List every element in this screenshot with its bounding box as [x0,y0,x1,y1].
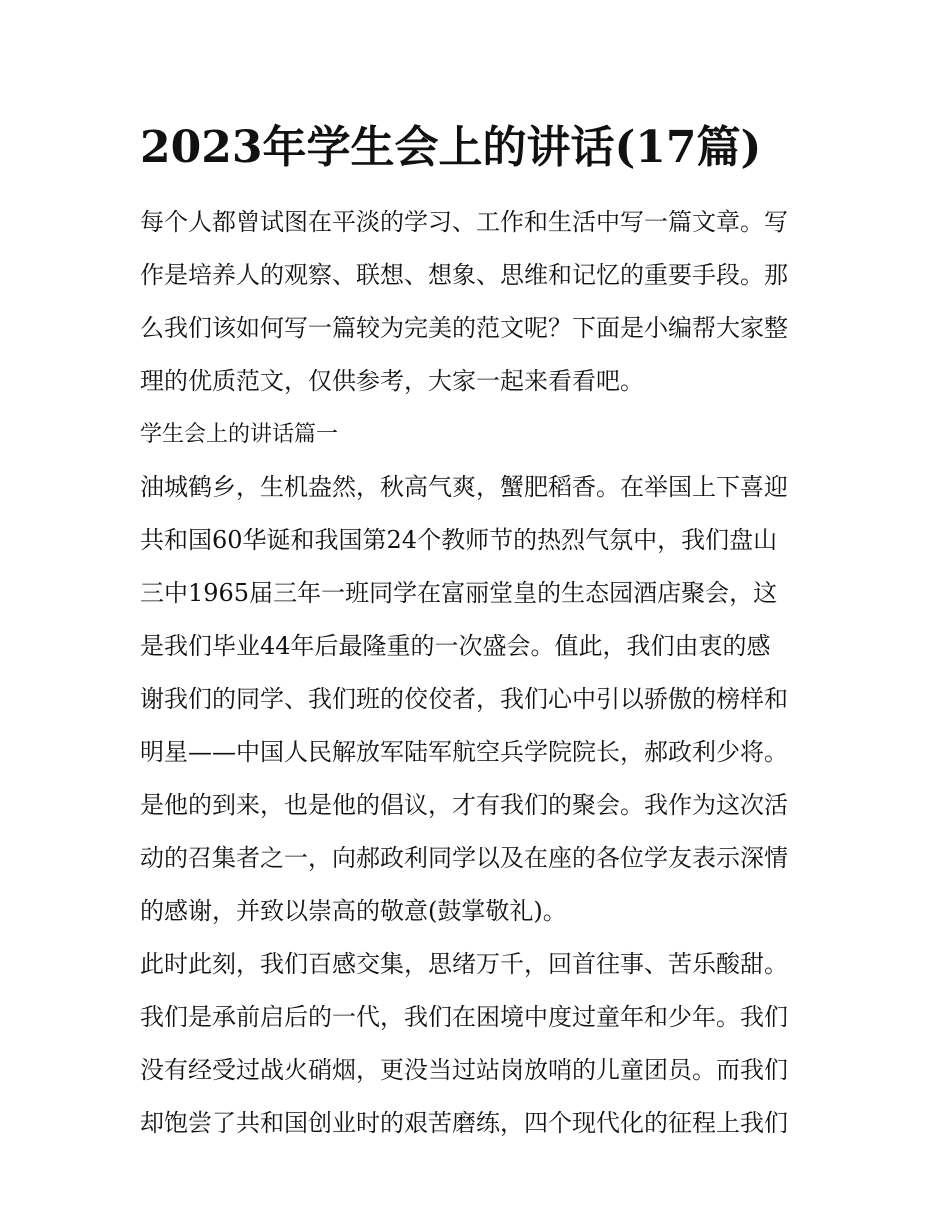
text-line: 油城鹤乡，生机盎然，秋高气爽，蟹肥稻香。在举国上下喜迎 [140,473,788,501]
text-line: 作是培养人的观察、联想、想象、思维和记忆的重要手段。那 [140,261,788,289]
text-line: 明星——中国人民解放军陆军航空兵学院院长，郝政利少将。 [140,738,788,766]
text-line: 没有经受过战火硝烟，更没当过站岗放哨的儿童团员。而我们 [140,1056,788,1084]
text-line: 是他的到来，也是他的倡议，才有我们的聚会。我作为这次活 [140,791,788,819]
text-line: 我们是承前启后的一代，我们在困境中度过童年和少年。我们 [140,1003,788,1031]
text-line: 谢我们的同学、我们班的佼佼者，我们心中引以骄傲的榜样和 [140,685,788,713]
document-title: 2023年学生会上的讲话(17篇) [140,122,762,173]
document-body [140,196,820,1150]
text-line: 么我们该如何写一篇较为完美的范文呢？下面是小编帮大家整 [140,314,788,342]
text-line: 动的召集者之一，向郝政利同学以及在座的各位学友表示深情 [140,844,788,872]
text-line: 共和国60华诞和我国第24个教师节的热烈气氛中，我们盘山 [140,526,778,554]
text-line: 三中1965届三年一班同学在富丽堂皇的生态园酒店聚会，这 [140,579,778,607]
text-line: 是我们毕业44年后最隆重的一次盛会。值此，我们由衷的感 [140,632,771,660]
text-line: 每个人都曾试图在平淡的学习、工作和生活中写一篇文章。写 [140,208,788,236]
text-line: 的感谢，并致以崇高的敬意(鼓掌敬礼)。 [140,897,567,925]
text-line: 却饱尝了共和国创业时的艰苦磨练，四个现代化的征程上我们 [140,1109,788,1137]
text-line: 此时此刻，我们百感交集，思绪万千，回首往事、苦乐酸甜。 [140,950,788,978]
text-line: 理的优质范文，仅供参考，大家一起来看看吧。 [140,367,644,395]
section-heading: 学生会上的讲话篇一 [140,422,339,447]
